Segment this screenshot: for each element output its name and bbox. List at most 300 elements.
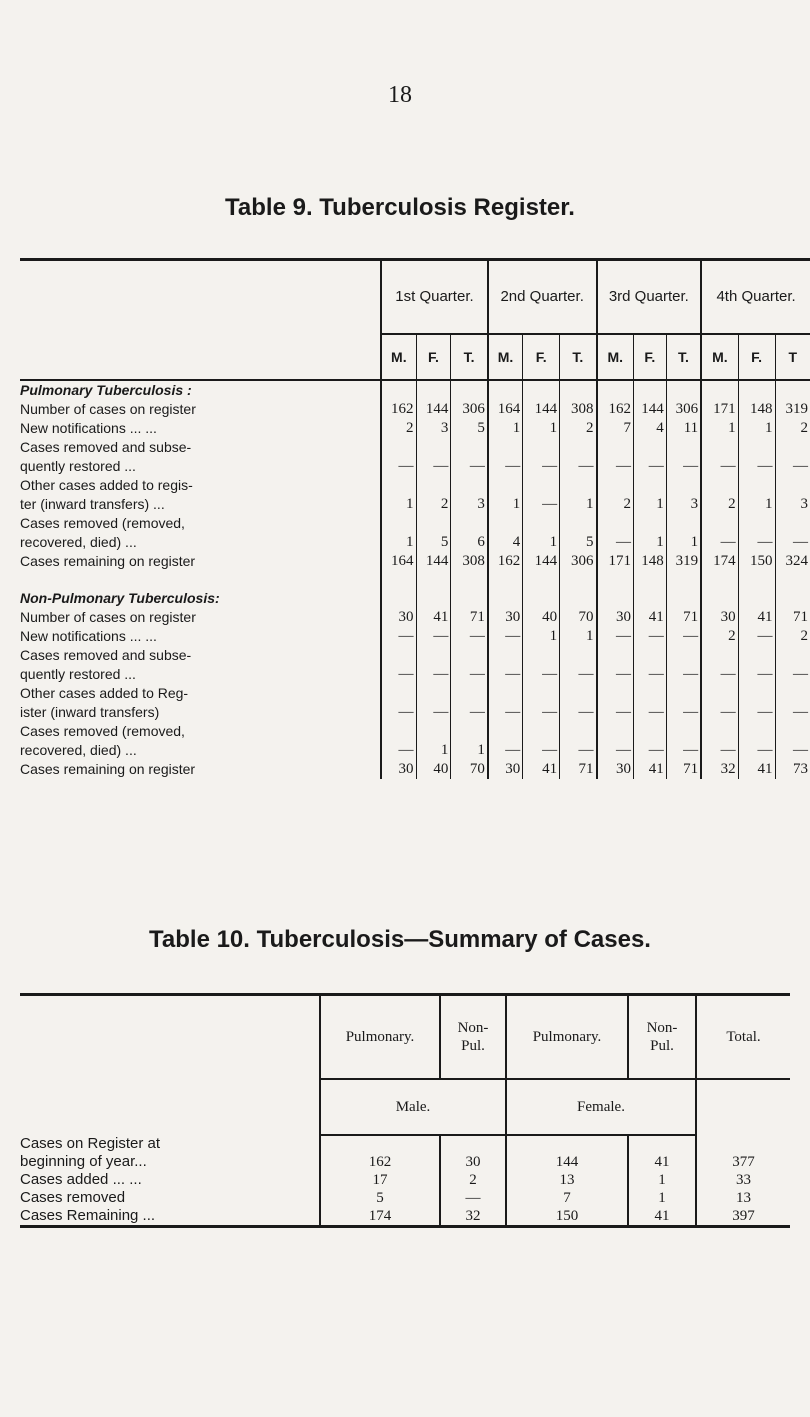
- column-header: T.: [451, 334, 488, 380]
- table-cell: 1: [633, 495, 666, 514]
- table-cell: —: [633, 741, 666, 760]
- table-cell: [381, 684, 416, 703]
- table-cell: —: [451, 457, 488, 476]
- table-cell: —: [488, 703, 523, 722]
- column-header: T.: [560, 334, 597, 380]
- table-cell: [701, 684, 738, 703]
- table-cell: 144: [416, 400, 451, 419]
- column-header: T: [775, 334, 810, 380]
- table-cell: [440, 1135, 506, 1153]
- table-cell: —: [440, 1189, 506, 1207]
- table-cell: [381, 438, 416, 457]
- table-cell: 2: [775, 419, 810, 438]
- table-cell: 162: [381, 400, 416, 419]
- table-cell: [488, 722, 523, 741]
- table-cell: [597, 646, 634, 665]
- table-cell: —: [701, 665, 738, 684]
- table-cell: [666, 476, 701, 495]
- column-header: Pulmonary.: [320, 996, 440, 1079]
- table-cell: 40: [416, 760, 451, 779]
- table-cell: —: [597, 741, 634, 760]
- row-label: Cases remaining on register: [20, 761, 196, 777]
- table-cell: [451, 646, 488, 665]
- table-cell: —: [701, 533, 738, 552]
- table-cell: 30: [488, 608, 523, 627]
- column-header: F.: [523, 334, 560, 380]
- table-cell: 148: [633, 552, 666, 571]
- table-cell: —: [488, 741, 523, 760]
- table-cell: 1: [560, 627, 597, 646]
- table-cell: 174: [701, 552, 738, 571]
- row-label: Cases removed and subse-: [20, 439, 192, 455]
- table-cell: 2: [701, 627, 738, 646]
- table-cell: 144: [523, 552, 560, 571]
- table-cell: 308: [451, 552, 488, 571]
- table-cell: —: [738, 703, 775, 722]
- row-label: Other cases added to regis-: [20, 477, 193, 493]
- table-cell: 17: [320, 1171, 440, 1189]
- row-label: ter (inward transfers) ...: [20, 496, 165, 512]
- row-label: Number of cases on register: [20, 609, 196, 625]
- table-cell: [633, 684, 666, 703]
- table-cell: [451, 476, 488, 495]
- table-row: [20, 1207, 790, 1225]
- table-cell: 70: [451, 760, 488, 779]
- table-cell: —: [666, 627, 701, 646]
- table-cell: [381, 646, 416, 665]
- table-cell: 32: [701, 760, 738, 779]
- table-cell: [488, 476, 523, 495]
- column-header: Non- Pul.: [628, 996, 696, 1079]
- table-cell: [775, 722, 810, 741]
- table-cell: 4: [633, 419, 666, 438]
- table-cell: 13: [506, 1171, 628, 1189]
- table-row: [20, 646, 810, 665]
- table-cell: 144: [506, 1153, 628, 1171]
- table-cell: 5: [560, 533, 597, 552]
- table-cell: [775, 438, 810, 457]
- table-cell: 1: [381, 495, 416, 514]
- table-cell: 148: [738, 400, 775, 419]
- table-row: [20, 495, 810, 514]
- table-cell: 150: [738, 552, 775, 571]
- table-cell: —: [633, 665, 666, 684]
- table-cell: —: [666, 741, 701, 760]
- table-cell: —: [488, 665, 523, 684]
- table-row: [20, 400, 810, 419]
- table-cell: 162: [597, 400, 634, 419]
- table-cell: [416, 476, 451, 495]
- row-label: Cases removed (removed,: [20, 723, 185, 739]
- table-cell: 1: [633, 533, 666, 552]
- table-cell: 30: [701, 608, 738, 627]
- table-cell: 6: [451, 533, 488, 552]
- table-cell: —: [560, 457, 597, 476]
- table-cell: [701, 722, 738, 741]
- table-cell: [597, 514, 634, 533]
- table-cell: —: [451, 665, 488, 684]
- table-cell: —: [523, 741, 560, 760]
- table-cell: [488, 514, 523, 533]
- table-cell: —: [416, 627, 451, 646]
- table-cell: 3: [775, 495, 810, 514]
- table-cell: [416, 722, 451, 741]
- table-cell: 162: [488, 552, 523, 571]
- table-cell: —: [597, 627, 634, 646]
- quarter-header: 3rd Quarter.: [597, 261, 702, 334]
- table-cell: [775, 476, 810, 495]
- table-cell: 73: [775, 760, 810, 779]
- table-cell: [381, 722, 416, 741]
- table-cell: 30: [597, 760, 634, 779]
- row-label: Cases removed (removed,: [20, 515, 185, 531]
- table-cell: —: [775, 703, 810, 722]
- table-cell: —: [775, 741, 810, 760]
- table-row: [20, 1153, 790, 1171]
- table-cell: 2: [701, 495, 738, 514]
- table-row: [20, 627, 810, 646]
- table-cell: —: [560, 665, 597, 684]
- table-cell: [560, 722, 597, 741]
- table-cell: 71: [666, 760, 701, 779]
- column-header: Total.: [696, 996, 790, 1079]
- table-cell: —: [381, 703, 416, 722]
- table-cell: [320, 1135, 440, 1153]
- table-cell: —: [633, 627, 666, 646]
- quarter-header: 4th Quarter.: [701, 261, 810, 334]
- table10-title: Table 10. Tuberculosis—Summary of Cases.: [149, 926, 651, 953]
- table-cell: —: [523, 495, 560, 514]
- table-cell: 2: [597, 495, 634, 514]
- table-cell: —: [381, 627, 416, 646]
- table-cell: —: [597, 457, 634, 476]
- table-cell: 2: [416, 495, 451, 514]
- table-cell: —: [738, 665, 775, 684]
- table-cell: 1: [451, 741, 488, 760]
- table-cell: [416, 514, 451, 533]
- table-cell: —: [666, 457, 701, 476]
- table-cell: 1: [416, 741, 451, 760]
- table-cell: [560, 438, 597, 457]
- table-cell: 4: [488, 533, 523, 552]
- table-cell: 71: [666, 608, 701, 627]
- table-cell: 1: [523, 419, 560, 438]
- table-cell: 30: [597, 608, 634, 627]
- table-cell: —: [597, 665, 634, 684]
- table-cell: 5: [320, 1189, 440, 1207]
- table-cell: [416, 438, 451, 457]
- table-cell: [633, 722, 666, 741]
- row-label: ister (inward transfers): [20, 704, 160, 720]
- table-cell: 319: [775, 400, 810, 419]
- table-row: [20, 438, 810, 457]
- row-label: New notifications ... ...: [20, 628, 157, 644]
- table-cell: [666, 646, 701, 665]
- table-cell: [597, 684, 634, 703]
- row-label: recovered, died) ...: [20, 534, 137, 550]
- table-cell: —: [633, 457, 666, 476]
- column-header: Pulmonary.: [506, 996, 628, 1079]
- table-cell: [597, 722, 634, 741]
- column-header: F.: [738, 334, 775, 380]
- column-header: T.: [666, 334, 701, 380]
- table-cell: —: [523, 457, 560, 476]
- row-label: Cases added ... ...: [20, 1171, 142, 1188]
- table-cell: [381, 476, 416, 495]
- table-cell: 2: [440, 1171, 506, 1189]
- table-cell: [701, 438, 738, 457]
- table-cell: [451, 438, 488, 457]
- group-header-female: Female.: [506, 1079, 696, 1135]
- table-cell: 144: [523, 400, 560, 419]
- table-cell: [416, 646, 451, 665]
- table-cell: 41: [628, 1153, 696, 1171]
- tuberculosis-summary-table: [20, 993, 790, 1228]
- table-cell: [416, 684, 451, 703]
- section-heading: Non-Pulmonary Tuberculosis:: [20, 590, 220, 606]
- table-cell: [381, 514, 416, 533]
- table-cell: [666, 722, 701, 741]
- table-cell: —: [775, 457, 810, 476]
- row-label: Other cases added to Reg-: [20, 685, 189, 701]
- quarter-header: 2nd Quarter.: [488, 261, 597, 334]
- table-cell: [451, 722, 488, 741]
- table-cell: [775, 646, 810, 665]
- table-cell: 30: [488, 760, 523, 779]
- table-cell: —: [451, 627, 488, 646]
- table-cell: 164: [381, 552, 416, 571]
- table-cell: [666, 438, 701, 457]
- table-cell: 41: [523, 760, 560, 779]
- table-cell: 33: [696, 1171, 790, 1189]
- page-number: 18: [388, 82, 412, 108]
- table-row: [20, 457, 810, 476]
- table-cell: —: [451, 703, 488, 722]
- table-cell: 377: [696, 1153, 790, 1171]
- table-cell: —: [416, 665, 451, 684]
- table-cell: 32: [440, 1207, 506, 1225]
- table-cell: 2: [381, 419, 416, 438]
- table-cell: 1: [628, 1171, 696, 1189]
- table-cell: 71: [775, 608, 810, 627]
- row-label: Cases removed: [20, 1189, 126, 1206]
- table-cell: [628, 1135, 696, 1153]
- table-cell: —: [775, 665, 810, 684]
- section-heading: Pulmonary Tuberculosis :: [20, 382, 192, 398]
- column-header: M.: [701, 334, 738, 380]
- row-label: Cases Remaining ...: [20, 1207, 156, 1224]
- table-cell: 3: [666, 495, 701, 514]
- row-label: beginning of year...: [20, 1153, 147, 1170]
- table-cell: 1: [560, 495, 597, 514]
- table-row: [20, 722, 810, 741]
- column-header: M.: [381, 334, 416, 380]
- row-label: Cases on Register at: [20, 1135, 161, 1152]
- table-cell: [775, 684, 810, 703]
- table-cell: —: [738, 627, 775, 646]
- table-cell: [738, 438, 775, 457]
- table-cell: 1: [701, 419, 738, 438]
- table-cell: [696, 1135, 790, 1153]
- table-cell: —: [701, 741, 738, 760]
- table-cell: [560, 646, 597, 665]
- table-cell: 71: [560, 760, 597, 779]
- table-cell: 174: [320, 1207, 440, 1225]
- table-cell: 150: [506, 1207, 628, 1225]
- table-cell: 41: [628, 1207, 696, 1225]
- table-row: [20, 608, 810, 627]
- table-cell: —: [381, 741, 416, 760]
- table-cell: [560, 476, 597, 495]
- table-cell: [488, 646, 523, 665]
- table-cell: [560, 514, 597, 533]
- table-cell: 41: [416, 608, 451, 627]
- table-cell: 41: [738, 608, 775, 627]
- table-cell: [451, 684, 488, 703]
- table-row: [20, 760, 810, 779]
- table-cell: 3: [416, 419, 451, 438]
- table-cell: 306: [666, 400, 701, 419]
- table-cell: [738, 514, 775, 533]
- table-cell: 5: [451, 419, 488, 438]
- table-cell: 306: [451, 400, 488, 419]
- table-cell: 2: [775, 627, 810, 646]
- column-header: M.: [488, 334, 523, 380]
- column-header: F.: [416, 334, 451, 380]
- table-row: [20, 665, 810, 684]
- table-cell: 162: [320, 1153, 440, 1171]
- table-cell: 70: [560, 608, 597, 627]
- table-cell: —: [381, 457, 416, 476]
- table-cell: [738, 722, 775, 741]
- table-row: [20, 684, 810, 703]
- table-cell: —: [633, 703, 666, 722]
- table-cell: 5: [416, 533, 451, 552]
- quarter-header: 1st Quarter.: [381, 261, 488, 334]
- table-cell: 324: [775, 552, 810, 571]
- table-cell: [488, 684, 523, 703]
- table-cell: —: [416, 457, 451, 476]
- table-cell: [488, 438, 523, 457]
- table-cell: [597, 476, 634, 495]
- column-header: M.: [597, 334, 634, 380]
- table-cell: [701, 646, 738, 665]
- table9-title: Table 9. Tuberculosis Register.: [225, 194, 575, 221]
- table-cell: [666, 684, 701, 703]
- row-label: New notifications ... ...: [20, 420, 157, 436]
- table-cell: 171: [597, 552, 634, 571]
- table-row: [20, 419, 810, 438]
- table-row: [20, 703, 810, 722]
- table-cell: [701, 514, 738, 533]
- table-cell: 30: [381, 608, 416, 627]
- table-cell: —: [597, 533, 634, 552]
- table-cell: —: [488, 457, 523, 476]
- table-cell: —: [701, 457, 738, 476]
- table-cell: [506, 1135, 628, 1153]
- table-cell: —: [381, 665, 416, 684]
- table-cell: —: [523, 665, 560, 684]
- table-cell: 144: [633, 400, 666, 419]
- table-cell: [738, 476, 775, 495]
- table-cell: 11: [666, 419, 701, 438]
- table-cell: 144: [416, 552, 451, 571]
- table-cell: 7: [597, 419, 634, 438]
- table-cell: —: [597, 703, 634, 722]
- table-cell: 171: [701, 400, 738, 419]
- table-cell: [633, 438, 666, 457]
- table-cell: —: [560, 703, 597, 722]
- table-cell: 3: [451, 495, 488, 514]
- table-cell: [451, 514, 488, 533]
- table-cell: [666, 514, 701, 533]
- table-cell: 1: [488, 419, 523, 438]
- table-cell: 319: [666, 552, 701, 571]
- table-cell: —: [701, 703, 738, 722]
- table-row: [20, 514, 810, 533]
- table-cell: —: [523, 703, 560, 722]
- table-cell: [775, 514, 810, 533]
- table-cell: —: [560, 741, 597, 760]
- table-cell: —: [738, 741, 775, 760]
- table-cell: [633, 514, 666, 533]
- table-cell: 308: [560, 400, 597, 419]
- table-row: [20, 1189, 790, 1207]
- row-label: Number of cases on register: [20, 401, 196, 417]
- row-label: recovered, died) ...: [20, 742, 137, 758]
- table-cell: 2: [560, 419, 597, 438]
- group-header-male: Male.: [320, 1079, 506, 1135]
- table-row: [20, 476, 810, 495]
- table-cell: 1: [488, 495, 523, 514]
- table-cell: [597, 438, 634, 457]
- table-cell: [523, 438, 560, 457]
- table-cell: —: [488, 627, 523, 646]
- table-row: [20, 1135, 790, 1153]
- table-cell: 1: [381, 533, 416, 552]
- table-cell: 1: [523, 533, 560, 552]
- table-cell: —: [666, 703, 701, 722]
- table-cell: —: [738, 457, 775, 476]
- table-cell: 41: [633, 760, 666, 779]
- table-cell: —: [666, 665, 701, 684]
- table-cell: 1: [738, 495, 775, 514]
- table-cell: [523, 684, 560, 703]
- table-cell: 7: [506, 1189, 628, 1207]
- table-cell: 30: [381, 760, 416, 779]
- table-cell: 306: [560, 552, 597, 571]
- column-header: F.: [633, 334, 666, 380]
- table-row: [20, 741, 810, 760]
- table-cell: 30: [440, 1153, 506, 1171]
- table-cell: 41: [738, 760, 775, 779]
- table-cell: 71: [451, 608, 488, 627]
- table-cell: 13: [696, 1189, 790, 1207]
- row-label: Cases remaining on register: [20, 553, 196, 569]
- table-cell: [738, 646, 775, 665]
- table-cell: —: [416, 703, 451, 722]
- table-cell: 397: [696, 1207, 790, 1225]
- row-label: quently restored ...: [20, 666, 136, 682]
- table-cell: 1: [738, 419, 775, 438]
- table-cell: 1: [628, 1189, 696, 1207]
- table-cell: 1: [523, 627, 560, 646]
- table-cell: [738, 684, 775, 703]
- row-label: Cases removed and subse-: [20, 647, 192, 663]
- table-cell: —: [738, 533, 775, 552]
- table-cell: —: [775, 533, 810, 552]
- table-cell: [560, 684, 597, 703]
